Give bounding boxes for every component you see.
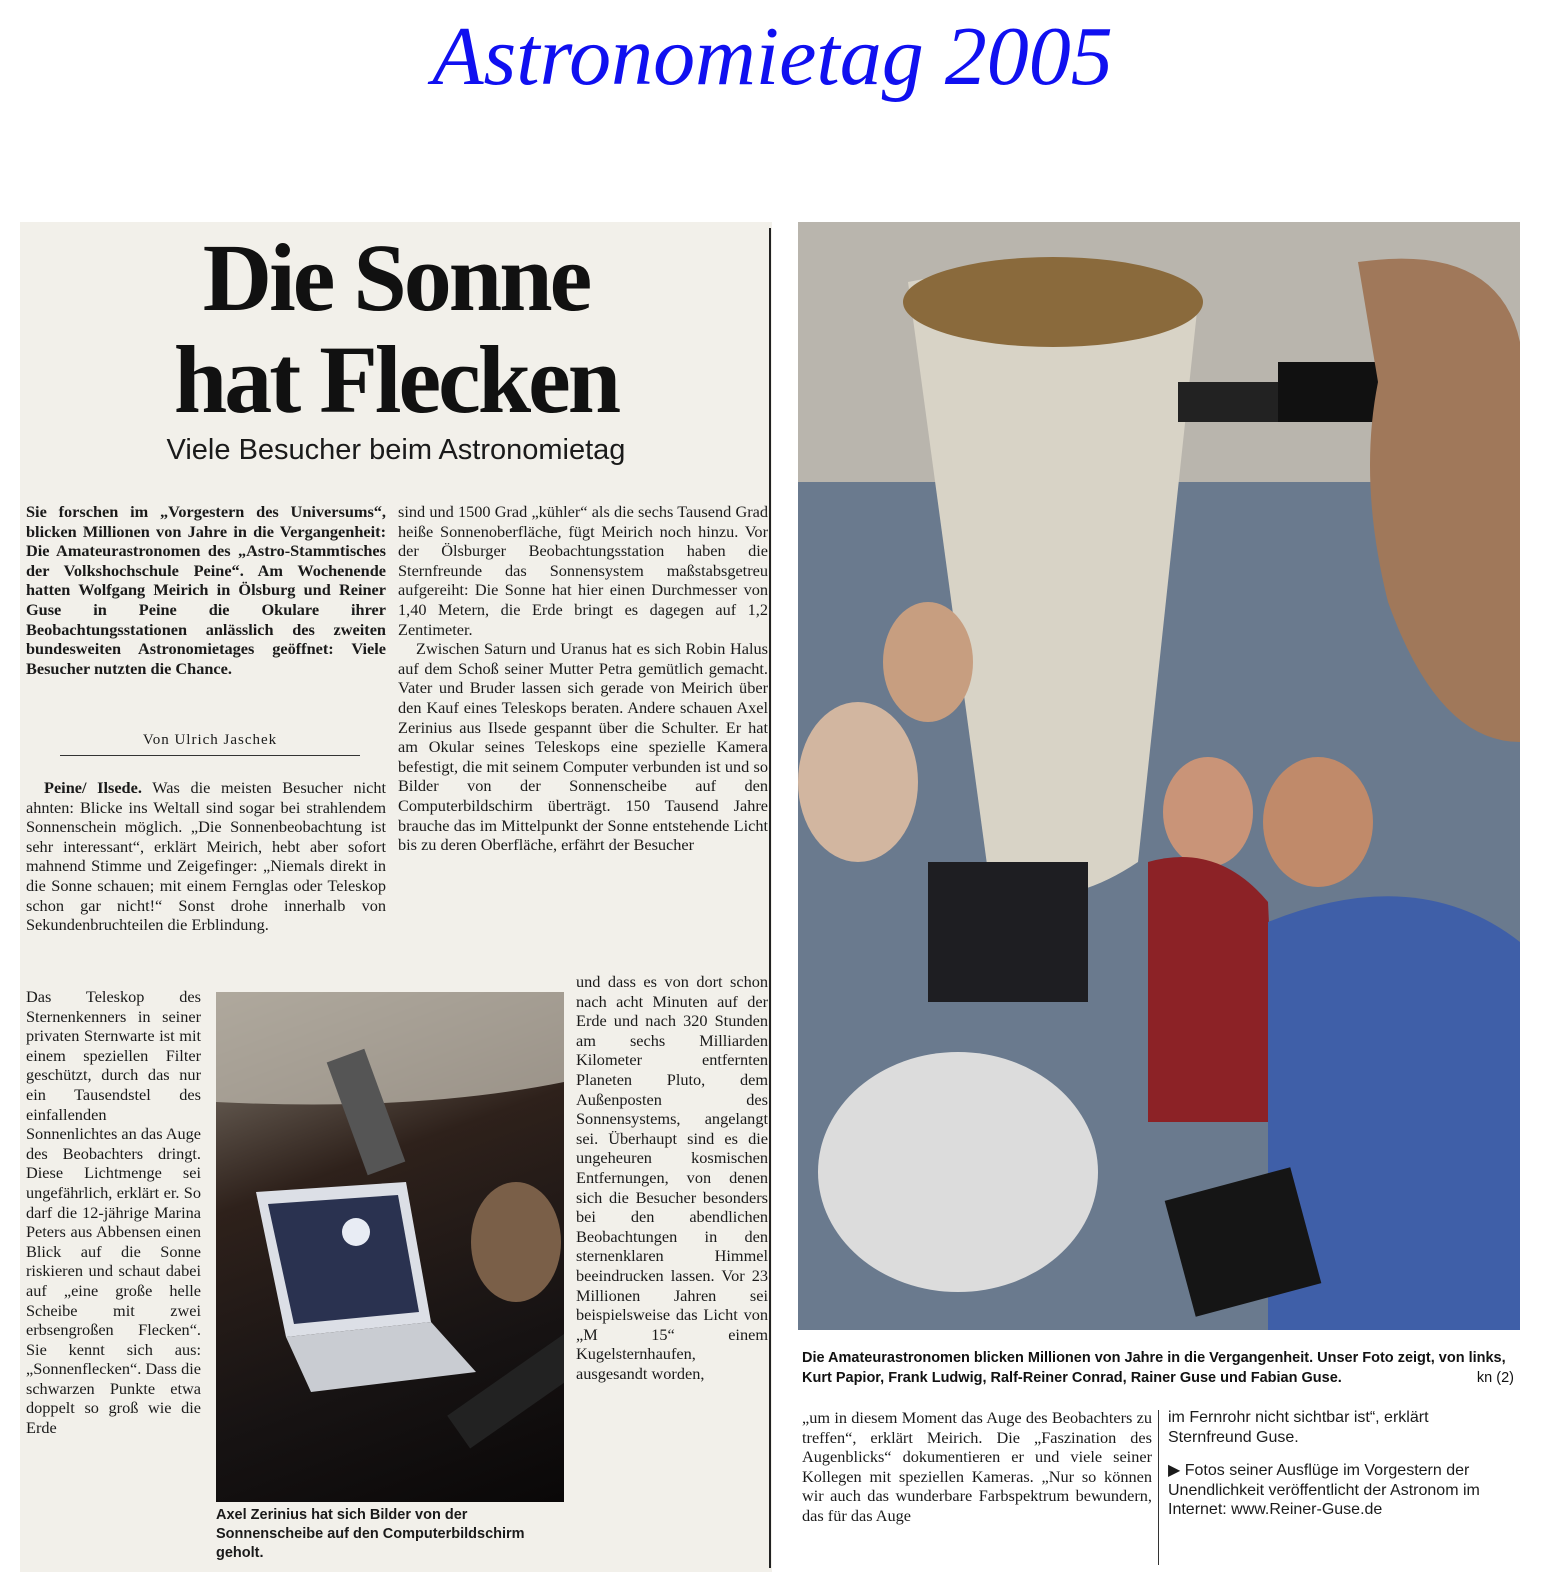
- newspaper-clipping: [20, 222, 772, 1572]
- page-title: Astronomietag 2005: [432, 10, 1113, 103]
- photo-credit: kn (2): [1476, 1370, 1514, 1386]
- column-divider: [769, 228, 771, 1568]
- photo-telescope-group: [798, 222, 1520, 1330]
- headline-line-1: Die Sonne: [202, 224, 590, 331]
- body-column-4: „um in diesem Moment das Auge des Beobachters zu treffen“, erklärt Meirich. Die „Faszination des Augenblicks“ dokumentieren er und viele seiner Kollegen mit speziellen Kameras. „Nur so können wir auch das wunderbare Farbspektrum bewundern, das für das Auge: [802, 1408, 1152, 1525]
- headline-line-2: hat Flecken: [173, 326, 619, 433]
- byline: Von Ulrich Jaschek: [60, 732, 360, 756]
- photo-laptop-telescope: [216, 992, 564, 1502]
- photo-2-caption: [802, 1348, 1514, 1388]
- article-lead: Sie forschen im „Vorgestern des Universums“, blicken Millionen von Jahre in die Vergangenheit: Die Amateurastronomen des „Astro-Stammtisches der Volkshochschule Peine“. Am Wochenende hatten Wolfgang Meirich in Ölsburg und Reiner Guse in Peine die Okulare ihrer Beobachtungsstationen anlässlich des zweiten bundesweiten Astronomietages geöffnet: Viele Besucher nutzten die Chance.: [26, 502, 386, 678]
- dateline: Peine/ Ilsede.: [44, 778, 142, 797]
- article-subheadline: Viele Besucher beim Astronomietag: [166, 434, 626, 466]
- body-text-5: im Fernrohr nicht sichtbar ist“, erklärt Sternfreund Guse.: [1168, 1409, 1429, 1446]
- column-divider-2: [1158, 1410, 1159, 1565]
- body-text-1: Was die meisten Besucher nicht ahnten: Blicke ins Weltall sind sogar bei strahlendem Sonnenschein möglich. „Die Sonnenbeobachtung ist sehr interessant“, erklärt Meirich, hebt aber sofort mahnend Stimme und Zeigefinger: „Niemals direkt in die Sonne schauen; mit einem Fernglas oder Teleskop schon gar nicht!“ Sonst drohe innerhalb von Sekundenbruchteilen die Erblindung.: [26, 778, 386, 935]
- body-text-2a: sind und 1500 Grad „kühler“ als die sechs Tausend Grad heiße Sonnenoberfläche, fügt Meirich noch hinzu. Vor der Ölsburger Beobachtungsstation haben die Sternfreunde das Sonnensystem maßstabsgetreu aufgereiht: Die Sonne hat hier einen Durchmesser von 1,40 Metern, die Erde bringt es dagegen auf 1,2 Zentimeter.: [398, 502, 768, 639]
- body-column-1: [26, 778, 386, 988]
- article-headline: [20, 224, 772, 433]
- body-column-3: und dass es von dort schon nach acht Minuten auf der Erde und nach 320 Stunden am sechs Milliarden Kilometer entfernten Planeten Pluto, dem Außenposten des Sonnensystems, angelangt sei. Überhaupt sind es die ungeheuren kosmischen Entfernungen, von denen sich die Besucher besonders bei den abendlichen Beobachtungen in den sternenklaren Himmel beeindrucken lassen. Vor 23 Millionen Jahren sei beispielsweise das Licht von „M 15“ einem Kugelsternhaufen, ausgesandt worden,: [576, 972, 768, 1383]
- body-column-1-narrow: Das Teleskop des Sternenkenners in seiner privaten Sternwarte ist mit einem speziellen Filter geschützt, durch das nur ein Tausendstel des einfallenden Sonnenlichtes an das Auge des Beobachters dringt. Diese Lichtmenge sei ungefährlich, erklärt er. So darf die 12-jährige Marina Peters aus Abbensen einen Blick auf die Sonne riskieren und schaut dabei auf „eine große helle Scheibe mit zwei erbsengroßen Flecken“. Sie kennt sich aus: „Sonnenflecken“. Dass die schwarzen Punkte etwa doppelt so groß wie die Erde: [26, 987, 201, 1438]
- photo-laptop-illustration: [216, 992, 564, 1502]
- body-column-2: [398, 502, 768, 972]
- photo-1-caption: Axel Zerinius hat sich Bilder von der Sonnenscheibe auf den Computerbildschirm geholt.: [216, 1507, 525, 1561]
- photo-2-caption-text: Die Amateurastronomen blicken Millionen von Jahre in die Vergangenheit. Unser Foto zeigt, von links, Kurt Papior, Frank Ludwig, Ralf-Reiner Conrad, Rainer Guse und Fabian Guse.: [802, 1350, 1506, 1386]
- body-text-2b: Zwischen Saturn und Uranus hat es sich Robin Halus auf dem Schoß seiner Mutter Petra gemütlich gemacht. Vater und Bruder lassen sich gerade von Meirich über den Kauf eines Teleskops beraten. Andere schauen Axel Zerinius aus Ilsede gespannt über die Schulter. Er hat am Okular seines Teleskops eine spezielle Kamera befestigt, die mit seinem Computer verbunden ist und so Bilder von der Sonnenscheibe auf den Computerbildschirm überträgt. 150 Tausend Jahre brauche das im Mittelpunkt der Sonne entstehende Licht bis zu deren Oberfläche, erfährt der Besucher: [398, 639, 768, 855]
- body-column-5: [1168, 1408, 1513, 1570]
- photo-group-illustration: [798, 222, 1520, 1330]
- footer-note: ▶ Fotos seiner Ausflüge im Vorgestern der Unendlichkeit veröffentlicht der Astronom im Internet: www.Reiner-Guse.de: [1168, 1462, 1480, 1519]
